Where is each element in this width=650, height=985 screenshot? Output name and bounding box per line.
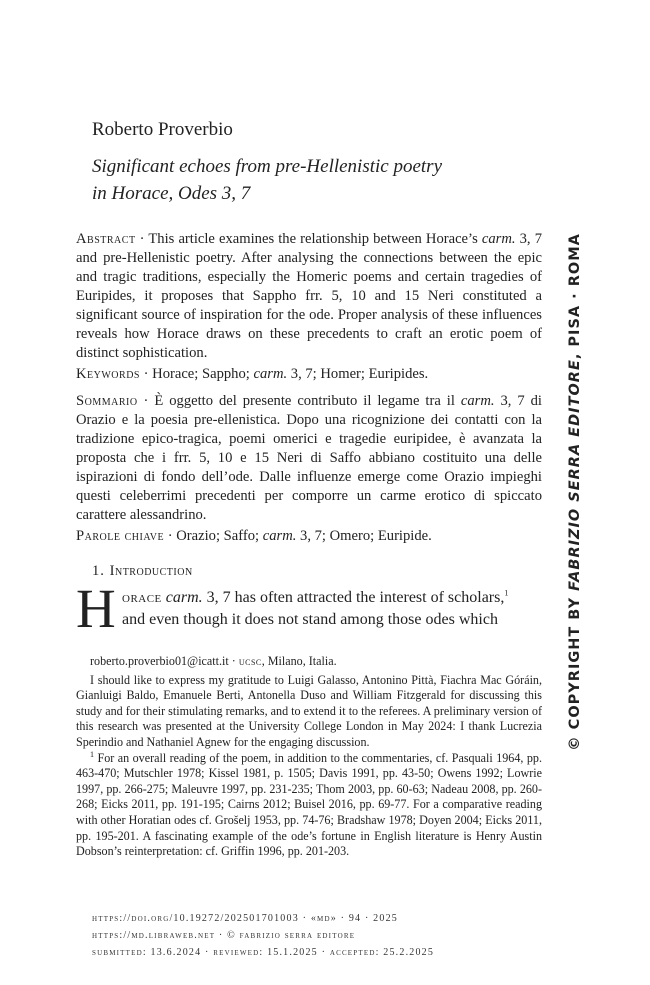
article-title bbox=[92, 153, 512, 207]
title-line-2: in Horace, Odes 3, 7 bbox=[92, 183, 251, 204]
parole-chiave-line bbox=[76, 527, 542, 546]
parole-chiave-text-a: Orazio; Saffo; bbox=[176, 528, 263, 544]
abstract-section bbox=[76, 230, 542, 384]
separator: · bbox=[137, 393, 155, 409]
sommario-section bbox=[76, 392, 542, 546]
footnotes bbox=[76, 654, 542, 860]
sommario-paragraph bbox=[76, 392, 542, 525]
abstract-paragraph bbox=[76, 230, 542, 363]
abstract-carm: carm. bbox=[481, 231, 516, 247]
page-footer bbox=[92, 910, 552, 961]
sommario-text-a: È oggetto del presente contributo il legame tra il bbox=[154, 393, 461, 409]
footnote-reference[interactable]: 1 bbox=[504, 588, 509, 598]
footnote-1 bbox=[76, 751, 542, 860]
author-name: Roberto Proverbio bbox=[92, 119, 233, 140]
keywords-label: Keywords bbox=[76, 366, 140, 382]
intro-line-1 bbox=[122, 587, 542, 609]
dates-line: submitted: 13.6.2024 · reviewed: 15.1.2025 · accepted: 25.2.2025 bbox=[92, 947, 435, 958]
section-title: Introduction bbox=[109, 563, 193, 579]
keywords-line bbox=[76, 365, 542, 384]
author-org: ucsc bbox=[238, 654, 262, 668]
sommario-carm: carm. bbox=[460, 393, 495, 409]
author-email: roberto.proverbio01@icatt.it · bbox=[90, 654, 239, 668]
keywords-carm: carm. bbox=[253, 366, 288, 382]
parole-chiave-carm: carm. bbox=[262, 528, 297, 544]
intro-word-rest: orace bbox=[122, 589, 162, 606]
doi-line[interactable]: https://doi.org/10.19272/202501701003 · «md» · 94 · 2025 bbox=[92, 913, 398, 924]
copyright-notice bbox=[567, 233, 583, 751]
keywords-text-a: Horace; Sappho; bbox=[152, 366, 254, 382]
separator: · bbox=[164, 528, 177, 544]
keywords-text-b: 3, 7; Homer; Euripides. bbox=[287, 366, 429, 382]
acknowledgements: I should like to express my gratitude to Luigi Galasso, Antonino Pittà, Fiachra Mac Góráin, Gianluigi Baldo, Emanuele Berti, Antonella Duso and William Fitzgerald for discussing this study and for their stimulating remarks, and to extend it to the referees. A preliminary version of this research was presented at the University College London in May 2024: I thank Lucrezia Sperindio and Nathaniel Agnew for the engaging discussion. bbox=[76, 672, 542, 749]
parole-chiave-text-b: 3, 7; Omero; Euripide. bbox=[296, 528, 432, 544]
author-email-line bbox=[76, 654, 542, 670]
site-line[interactable]: https://md.libraweb.net · © fabrizio serra editore bbox=[92, 930, 356, 941]
intro-line-2: and even though it does not stand among those odes which bbox=[122, 611, 498, 628]
title-line-1: Significant echoes from pre-Hellenistic poetry bbox=[92, 156, 443, 177]
author-location: , Milano, Italia. bbox=[261, 654, 337, 668]
parole-chiave-label: Parole chiave bbox=[76, 528, 165, 544]
abstract-text-a: This article examines the relationship between Horace’s bbox=[148, 231, 482, 247]
intro-line-1-text: 3, 7 has often attracted the interest of scholars, bbox=[202, 589, 505, 606]
intro-carm: carm. bbox=[165, 589, 203, 606]
footnote-1-text: For an overall reading of the poem, in addition to the commentaries, cf. Pasquali 1964, pp. 463-470; Mutschler 1978; Kissel 1981, p. 1505; Davis 1991, pp. 43-50; Owens 1992; Lowrie 1997, pp. 266-275; Maleuvre 1997, pp. 231-235; Thom 2003, pp. 60-63; Nadeau 2008, pp. 260-268; Eicks 2011, pp. 191-195; Cairns 2012; Buisel 2016, pp. 69-77. For a comparative reading with other Horatian odes cf. Grošelj 1953, pp. 74-76; Bradshaw 1978; Doyen 2004; Eicks 2011, pp. 195-201. A fascinating example of the ode’s fortune in English literature is Henry Austin Dobson’s reinterpretation: cf. Griffin 1996, pp. 201-203. bbox=[76, 750, 542, 859]
copyright-suffix: , PISA · ROMA bbox=[567, 233, 583, 360]
sommario-label: Sommario bbox=[76, 393, 138, 409]
abstract-text-b: 3, 7 and pre-Hellenistic poetry. After analysing the connections between the epic and tragic traditions, especially the Homeric poems and certain tragedies of Euripides, it proposes that Sappho frr. 5, 10 and 15 Neri constituted a significant source of inspiration for the ode. Proper analysis of these influences reveals how Horace draws on these precedents to craft an erotic poem of distinct sophistication. bbox=[76, 231, 542, 361]
sommario-text-b: 3, 7 di Orazio e la poesia pre-ellenistica. Dopo una ricognizione dei contatti con la tradizione epico-tragica, poemi omerici e tragedie euripidee, è avanzata la proposta che i frr. 5, 10 e 15 Neri di Saffo abbiano costituito una delle ispirazioni di fondo dell’ode. Dalle influenze emerge come Orazio impieghi questi celeberrimi precedenti per comporre un carme erotico di spiccato carattere alessandrino. bbox=[76, 393, 542, 523]
abstract-label: Abstract bbox=[76, 231, 136, 247]
intro-paragraph bbox=[76, 578, 542, 639]
separator: · bbox=[139, 366, 153, 382]
section-number: 1. bbox=[92, 563, 105, 579]
copyright-publisher: FABRIZIO SERRA EDITORE bbox=[567, 359, 583, 591]
separator: · bbox=[135, 231, 149, 247]
drop-cap: H bbox=[76, 578, 116, 639]
copyright-prefix: © COPYRIGHT BY bbox=[567, 590, 583, 751]
footnote-marker: 1 bbox=[90, 749, 94, 759]
